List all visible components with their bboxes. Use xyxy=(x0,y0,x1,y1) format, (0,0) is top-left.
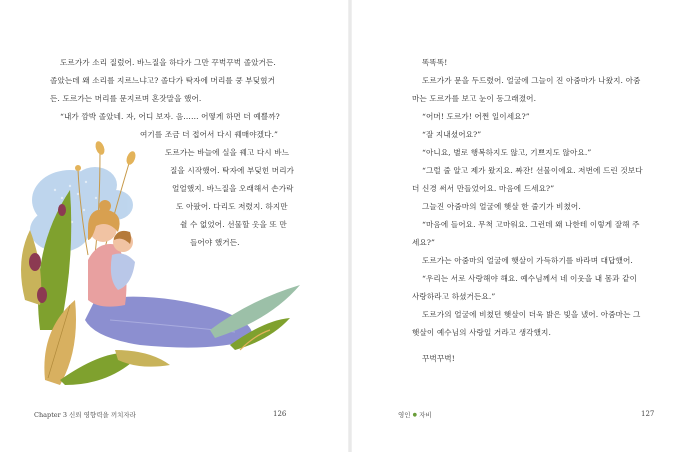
footer-label-b: 자비 xyxy=(419,411,432,419)
left-text-line: 쉴 수 없었어. 선물할 옷을 또 만 xyxy=(180,220,287,229)
left-text-line: 도르가는 바늘에 실을 꿰고 다시 바느 xyxy=(165,148,290,157)
right-text-line: 더 신경 써서 만들었어요. 마음에 드세요?” xyxy=(412,184,555,193)
right-text-line: 마는 도르가를 보고 눈이 동그래졌어. xyxy=(412,94,537,103)
child-body xyxy=(111,254,135,290)
left-page xyxy=(0,0,348,452)
left-text-line: 든. 도르가는 머리를 문지르며 혼잣말을 했어. xyxy=(50,94,202,103)
right-text-line: 똑똑똑! xyxy=(422,58,448,67)
left-text-line: 여기를 조금 더 접어서 다시 꿰매야겠다.” xyxy=(140,130,279,139)
footer-label-a: 영인 xyxy=(398,411,411,419)
right-text-line: “마음에 들어요. 무척 고마워요. 그런데 왜 나한테 이렇게 잘해 주 xyxy=(422,220,640,229)
left-text-line: 얼얼했지. 바느질을 오래해서 손가락 xyxy=(172,184,294,193)
right-text-line: 세요?” xyxy=(412,238,436,247)
left-text-line: 들어야 했거든. xyxy=(190,238,240,247)
right-text-line: 그늘진 아줌마의 얼굴에 햇살 한 줄기가 비쳤어. xyxy=(422,202,581,211)
right-text-line: “그럴 줄 알고 제가 왔지요. 짜잔! 선물이에요. 저번에 드린 것보다 xyxy=(422,166,643,175)
left-text-line: 도 아팠어. 다리도 저렸지. 하지만 xyxy=(176,202,288,211)
left-text-line: 졸았는데 왜 소리를 지르느냐고? 졸다가 탁자에 머리를 쿵 부딪혔거 xyxy=(50,76,276,85)
right-page xyxy=(352,0,700,452)
right-text-line: “아니요, 별로 행복하지도 않고, 기쁘지도 않아요.” xyxy=(422,148,592,157)
left-text-line: “내가 깜박 졸았네. 자, 어디 보자. 음…… 어떻게 하면 더 예쁠까? xyxy=(60,112,280,121)
right-text-line: 도르가의 얼굴에 비쳤던 햇살이 더욱 밝은 빛을 냈어. 아줌마는 그 xyxy=(422,310,641,319)
right-footer xyxy=(398,410,432,419)
right-text-line: 도르가가 문을 두드렸어. 얼굴에 그늘이 진 아줌마가 나왔지. 아줌 xyxy=(422,76,641,85)
right-text-line: “어머! 도르가! 어쩐 일이세요?” xyxy=(422,112,530,121)
right-text-line: 햇살이 예수님의 사랑일 거라고 생각했지. xyxy=(412,328,551,337)
right-text-line: 꾸벅꾸벅! xyxy=(422,354,455,363)
right-text-line: 도르가는 아줌마의 얼굴에 햇살이 가득하기를 바라며 대답했어. xyxy=(422,256,633,265)
right-text-line: 사랑하라고 하셨거든요.” xyxy=(412,292,496,301)
mother-child-illustration xyxy=(0,0,348,452)
footer-separator-dot: ● xyxy=(412,412,418,418)
left-footer-chapter: Chapter 3 신뢰 영향력을 끼치자라 xyxy=(34,411,136,419)
left-text-line: 질을 시작했어. 탁자에 부딪힌 머리가 xyxy=(170,166,295,175)
left-text-line: 도르가가 소리 질렀어. 바느질을 하다가 그만 꾸벅꾸벅 졸았거든. xyxy=(60,58,276,67)
right-text-line: “잘 지내셨어요?” xyxy=(422,130,482,139)
right-page-number: 127 xyxy=(641,410,655,418)
left-page-number: 126 xyxy=(273,410,287,418)
right-text-line: “우리는 서로 사랑해야 해요. 예수님께서 네 이웃을 내 몸과 같이 xyxy=(422,274,638,283)
